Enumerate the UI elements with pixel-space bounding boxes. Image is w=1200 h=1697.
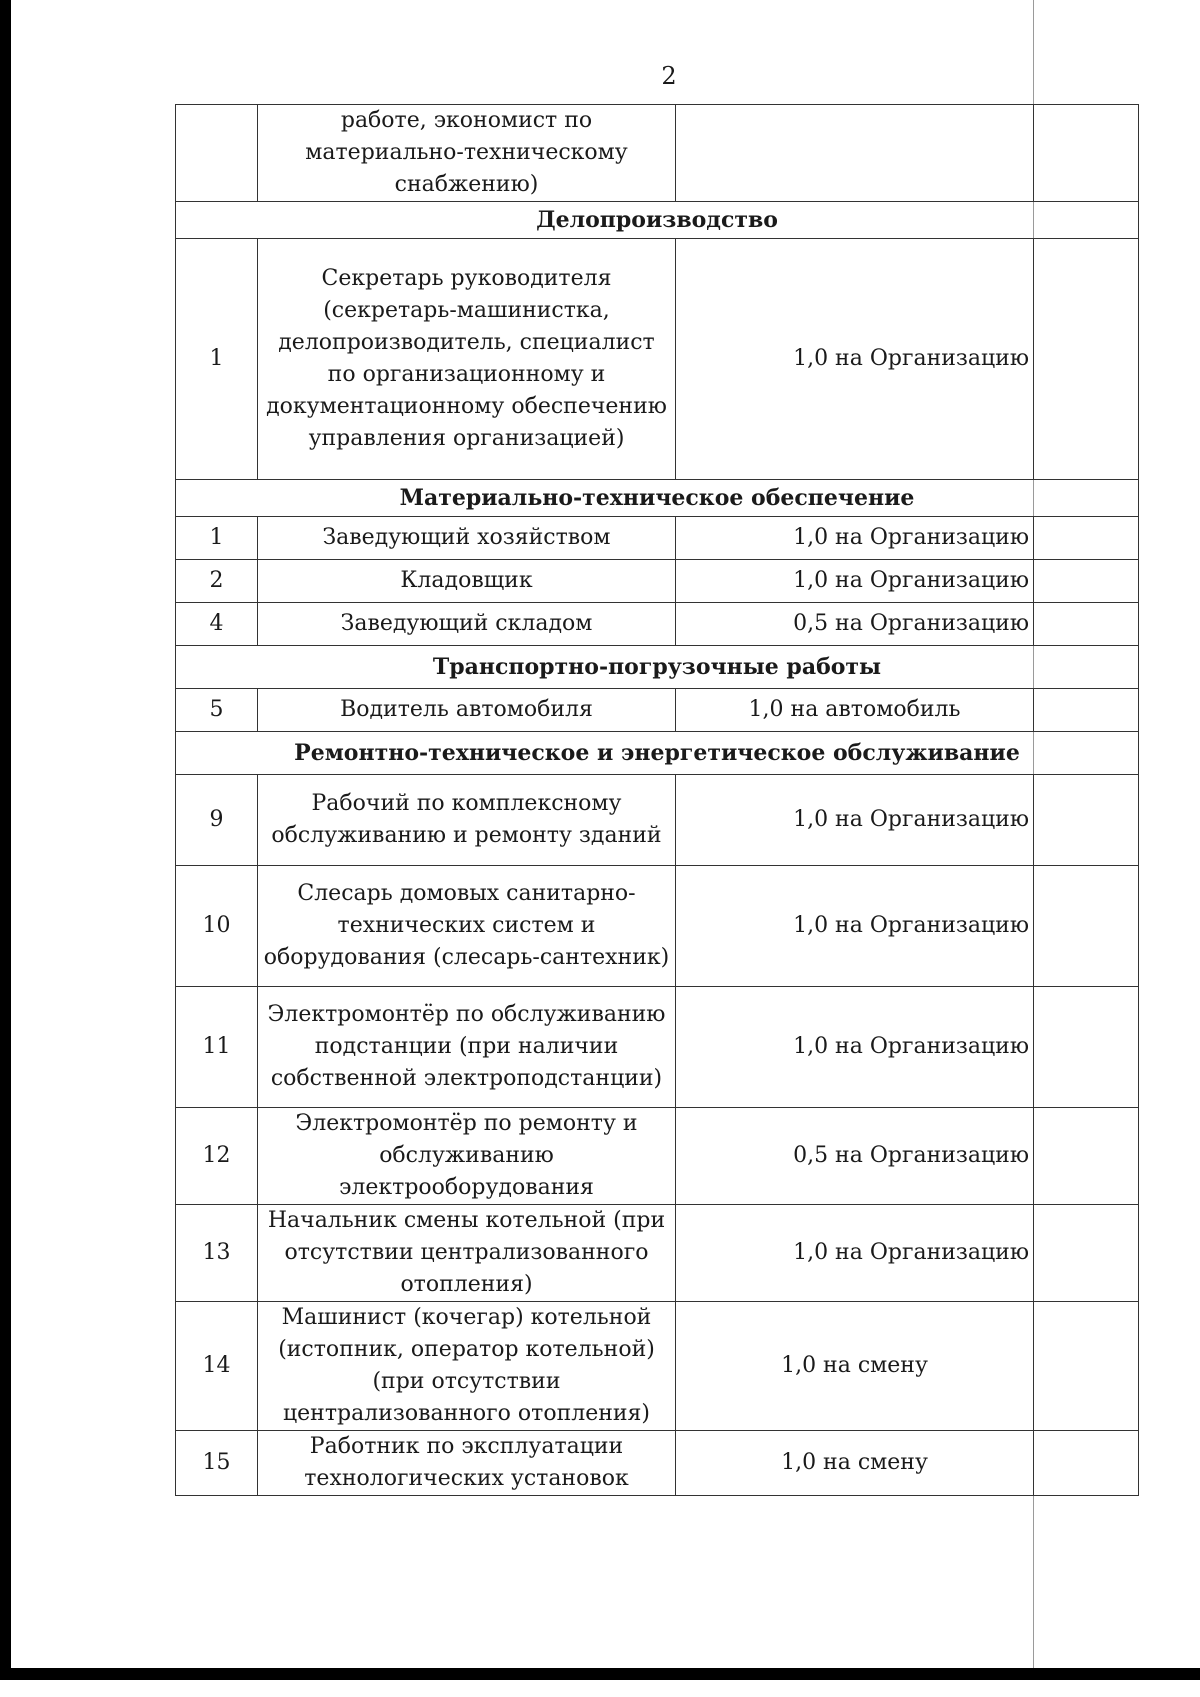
staffing-norm: 0,5 на Организацию [676, 603, 1034, 646]
position-name: работе, экономист по материально-техническому снабжению) [258, 105, 676, 202]
section-row [176, 646, 1139, 689]
table-row [176, 689, 1139, 732]
row-number: 14 [176, 1302, 258, 1431]
table-row [176, 239, 1139, 480]
row-number: 5 [176, 689, 258, 732]
position-name: Электромонтёр по обслуживанию подстанции (при наличии собственной электроподстанции) [258, 987, 676, 1108]
staffing-norm: 1,0 на смену [676, 1302, 1034, 1431]
table-row [176, 775, 1139, 866]
table-row [176, 517, 1139, 560]
table-row [176, 1302, 1139, 1431]
row-number: 1 [176, 517, 258, 560]
table-row [176, 1205, 1139, 1302]
staffing-norm: 1,0 на Организацию [676, 560, 1034, 603]
empty-cell [1034, 1302, 1139, 1431]
empty-cell [1034, 105, 1139, 202]
row-number: 10 [176, 866, 258, 987]
scan-bottom-edge [0, 1668, 1200, 1680]
scan-left-edge [0, 0, 11, 1680]
position-name: Заведующий хозяйством [258, 517, 676, 560]
page-number: 2 [661, 62, 677, 90]
empty-cell [1034, 517, 1139, 560]
staffing-norm: 1,0 на Организацию [676, 987, 1034, 1108]
position-name: Рабочий по комплексному обслуживанию и ремонту зданий [258, 775, 676, 866]
empty-cell [1034, 987, 1139, 1108]
table-row [176, 603, 1139, 646]
table-row [176, 105, 1139, 202]
staffing-norm: 1,0 на Организацию [676, 1205, 1034, 1302]
position-name: Заведующий складом [258, 603, 676, 646]
position-name: Работник по эксплуатации технологических установок [258, 1431, 676, 1496]
staffing-norm: 1,0 на автомобиль [676, 689, 1034, 732]
table-row [176, 987, 1139, 1108]
empty-cell [1034, 603, 1139, 646]
position-name: Секретарь руководителя (секретарь-машинистка, делопроизводитель, специалист по организационному и документационному обеспечению управления организацией) [258, 239, 676, 480]
empty-cell [1034, 1431, 1139, 1496]
row-number: 4 [176, 603, 258, 646]
empty-cell [1034, 775, 1139, 866]
table-row [176, 1108, 1139, 1205]
staffing-norm: 1,0 на Организацию [676, 517, 1034, 560]
section-row [176, 732, 1139, 775]
row-number: 11 [176, 987, 258, 1108]
section-title: Ремонтно-техническое и энергетическое обслуживание [176, 732, 1139, 775]
section-row [176, 480, 1139, 517]
position-name: Начальник смены котельной (при отсутствии централизованного отопления) [258, 1205, 676, 1302]
empty-cell [1034, 1108, 1139, 1205]
section-title: Материально-техническое обеспечение [176, 480, 1139, 517]
staffing-table-container [175, 104, 1138, 1496]
table-row [176, 560, 1139, 603]
section-title: Транспортно-погрузочные работы [176, 646, 1139, 689]
section-title: Делопроизводство [176, 202, 1139, 239]
position-name: Слесарь домовых санитарно-технических систем и оборудования (слесарь-сантехник) [258, 866, 676, 987]
row-number: 13 [176, 1205, 258, 1302]
position-name: Машинист (кочегар) котельной (истопник, оператор котельной) (при отсутствии централизованного отопления) [258, 1302, 676, 1431]
table-row [176, 866, 1139, 987]
position-name: Электромонтёр по ремонту и обслуживанию электрооборудования [258, 1108, 676, 1205]
row-number: 1 [176, 239, 258, 480]
staffing-norm: 1,0 на смену [676, 1431, 1034, 1496]
staffing-norm: 1,0 на Организацию [676, 866, 1034, 987]
empty-cell [1034, 1205, 1139, 1302]
row-number: 9 [176, 775, 258, 866]
position-name: Кладовщик [258, 560, 676, 603]
empty-cell [1034, 866, 1139, 987]
empty-cell [1034, 689, 1139, 732]
row-number [176, 105, 258, 202]
empty-cell [1034, 560, 1139, 603]
position-name: Водитель автомобиля [258, 689, 676, 732]
staffing-norm: 0,5 на Организацию [676, 1108, 1034, 1205]
empty-cell [1034, 239, 1139, 480]
row-number: 15 [176, 1431, 258, 1496]
row-number: 12 [176, 1108, 258, 1205]
row-number: 2 [176, 560, 258, 603]
staffing-norm: 1,0 на Организацию [676, 775, 1034, 866]
staffing-table [175, 104, 1139, 1496]
section-row [176, 202, 1139, 239]
staffing-norm [676, 105, 1034, 202]
staffing-table-body [176, 105, 1139, 1496]
table-row [176, 1431, 1139, 1496]
staffing-norm: 1,0 на Организацию [676, 239, 1034, 480]
